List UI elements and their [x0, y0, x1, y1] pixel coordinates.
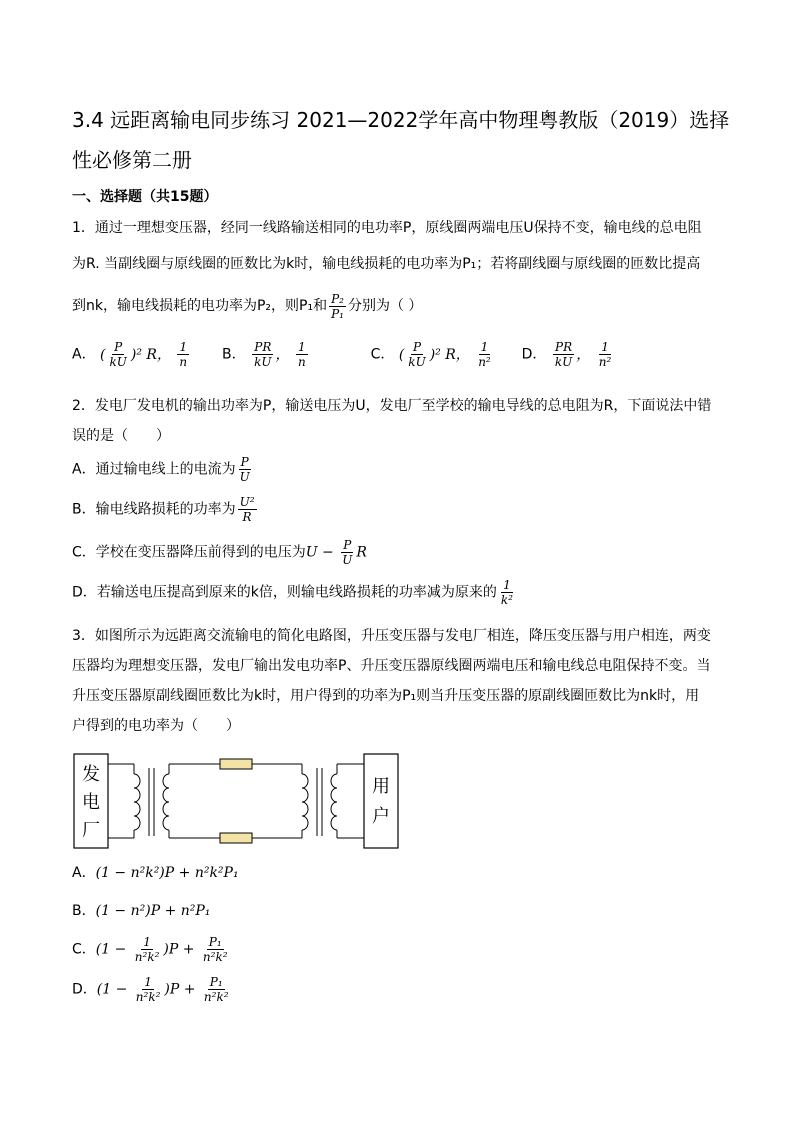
generator-label-1: 发 — [82, 764, 100, 785]
line-resistor-top — [220, 759, 252, 769]
q2-option-c: C．学校在变压器降压前得到的电压为U − $\frac{P}{U}$ R — [72, 538, 367, 567]
q3-option-a: A．(1 − n²k²)P + n²k²P₁ — [72, 865, 239, 881]
q1-option-b-expr: $\frac{PR}{kU}$ ， $\frac{1}{n}$ — [254, 340, 306, 369]
section-heading: 一、选择题（共15题） — [72, 189, 218, 205]
page-title: 3.4 远距离输电同步练习 2021—2022学年高中物理粤教版（2019）选择性必修第二册 — [72, 108, 730, 172]
user-label-2: 户 — [372, 806, 390, 827]
q1-option-a-label: A． — [72, 346, 96, 363]
q1-line2: 为R. 当副线圈与原线圈的匝数比为k时，输电线损耗的电功率为P₁；若将副线圈与原线圈的匝数比提高 — [72, 256, 701, 272]
q1-line3b: 分别为（ ） — [347, 298, 423, 314]
q1-option-c-expr: ( $\frac{P}{kU}$ )² R， $\frac{1}{\text{n²}}$ — [398, 340, 491, 369]
q3-line2: 压器均为理想变压器，发电厂输出发电功率P、升压变压器原线圈两端电压和输电线总电阻保持不变。当 — [72, 658, 711, 674]
q2-option-d: D．若输送电压提高到原来的k倍，则输电线路损耗的功率减为原来的 $\frac{1}{\text{k²}}$ — [72, 578, 513, 607]
q1-option-c-label: C． — [370, 346, 395, 363]
user-label-1: 用 — [372, 776, 390, 797]
q2-option-b: B．输电线路损耗的功率为 $\frac{\text{U²}}{R}$ — [72, 495, 255, 524]
q1-option-b-label: B． — [222, 346, 246, 363]
q2-option-a: A．通过输电线上的电流为 $\frac{P}{U}$ — [72, 455, 250, 484]
q1-option-a-expr: ( $\frac{P}{kU}$ )² R， $\frac{1}{n}$ — [100, 340, 188, 369]
q1-line3 — [72, 290, 722, 322]
q1-options — [72, 340, 615, 369]
q3-option-d: D．(1 − $\frac{1}{\text{n²k²}}$ )P + $\frac{\text{P₁}}{\text{n²k²}}$ — [72, 975, 229, 1004]
generator-label-2: 电 — [82, 792, 100, 813]
q3-option-c: C．(1 − $\frac{1}{\text{n²k²}}$ )P + $\frac{\text{P₁}}{\text{n²k²}}$ — [72, 935, 228, 964]
stepup-primary-coil — [134, 774, 140, 830]
user-box — [364, 754, 398, 848]
q3-line3: 升压变压器原副线圈匝数比为k时，用户得到的功率为P₁则当升压变压器的原副线圈匝数比为nk时，用 — [72, 688, 700, 704]
q1-option-d-label: D． — [521, 346, 547, 363]
q1-line3a: 到nk，输电线损耗的电功率为P₂，则P₁和 — [72, 298, 328, 314]
generator-label-3: 厂 — [82, 820, 100, 841]
q1-option-d-expr: $\frac{PR}{kU}$ ， $\frac{1}{\text{n²}}$ — [554, 340, 612, 369]
stepdown-secondary-coil — [331, 774, 337, 830]
q1-line1: 1．通过一理想变压器，经同一线路输送相同的电功率P，原线圈两端电压U保持不变，输电线的总电阻 — [72, 220, 702, 236]
stepdown-primary-coil — [302, 774, 308, 830]
q2-line2: 误的是（ ） — [72, 428, 170, 444]
q1-fraction: $\frac{\text{P₂}}{\text{P₁}}$ — [331, 291, 344, 321]
circuit-diagram — [72, 750, 402, 850]
line-resistor-bottom — [220, 833, 252, 843]
q3-option-b: B．(1 − n²)P + n²P₁ — [72, 903, 211, 919]
stepup-secondary-coil — [163, 774, 169, 830]
q2-line1: 2．发电厂发电机的输出功率为P，输送电压为U，发电厂至学校的输电导线的总电阻为R，下面说法中错 — [72, 398, 712, 414]
q3-line4: 户得到的电功率为（ ） — [72, 718, 240, 734]
q3-line1: 3．如图所示为远距离交流输电的简化电路图，升压变压器与发电厂相连，降压变压器与用户相连，两变 — [72, 628, 711, 644]
